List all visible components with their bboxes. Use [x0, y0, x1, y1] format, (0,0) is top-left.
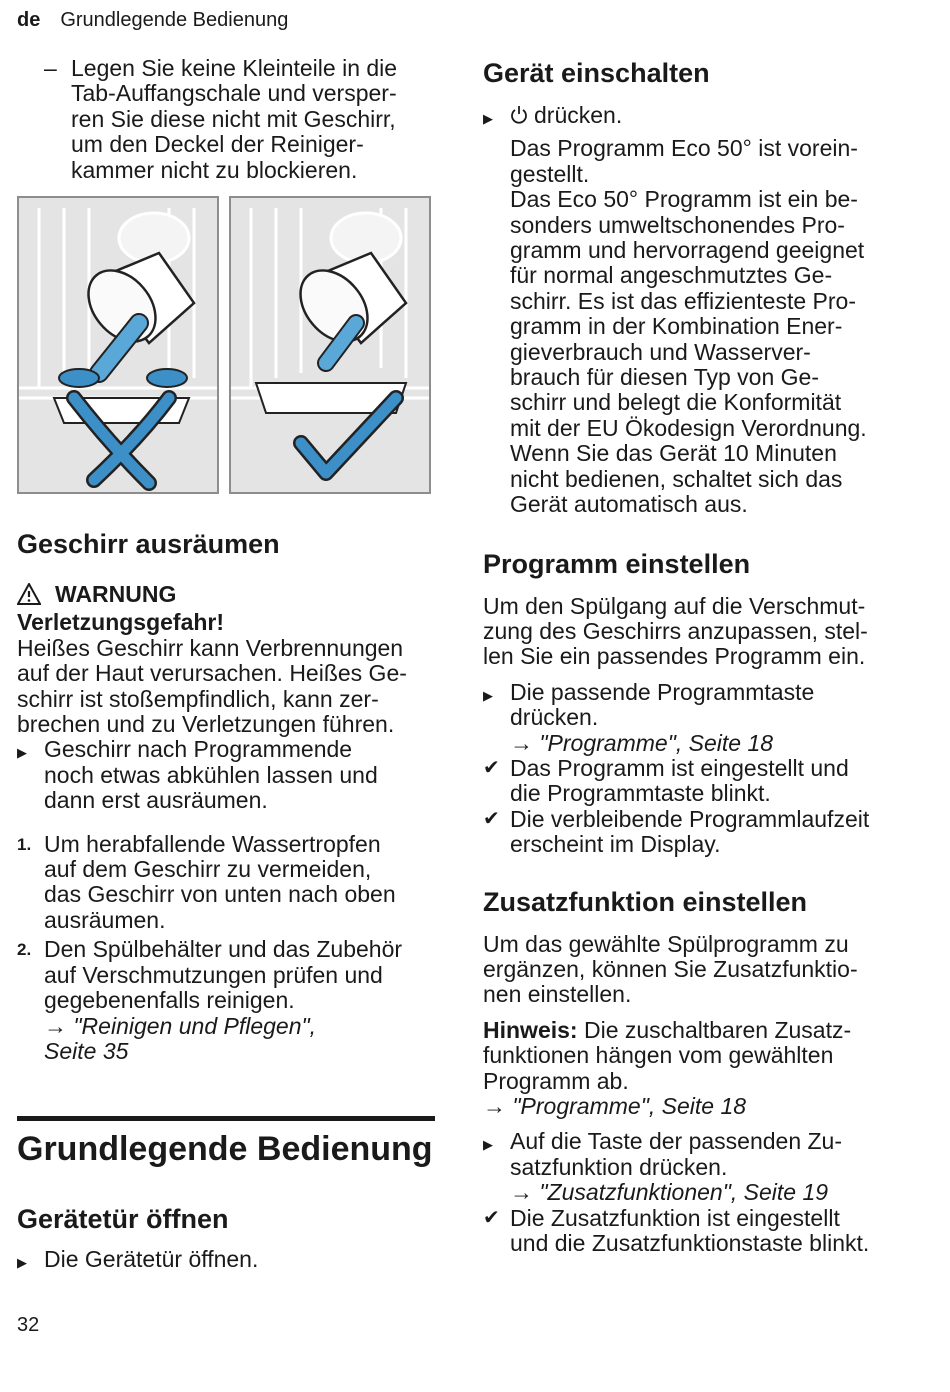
power-line: für normal angeschmutztes Ge-: [510, 262, 833, 289]
power-button-icon: [510, 105, 528, 130]
warning-text-line: auf der Haut verursachen. Heißes Ge-: [17, 660, 407, 687]
program-action-item: [483, 680, 923, 756]
note-line: Die zuschaltbaren Zusatz-: [583, 1016, 852, 1043]
program-intro-line: zung des Geschirrs anzupassen, stel-: [483, 617, 868, 644]
action-marker: ▶: [483, 111, 493, 126]
power-line: schirr und belegt die Konformität: [510, 389, 842, 416]
door-action: Die Gerätetür öffnen.: [44, 1246, 259, 1272]
power-line: Wenn Sie das Gerät 10 Minuten: [510, 440, 837, 467]
option-intro-line: ergänzen, können Sie Zusatzfunktio-: [483, 955, 858, 982]
power-line: Das Programm Eco 50° ist vorein-: [510, 135, 858, 162]
action-marker: ▶: [17, 745, 27, 761]
arrow-right-icon: →: [44, 1012, 67, 1039]
warning-action-line: Geschirr nach Programmende: [44, 736, 353, 763]
checkmark-icon: ✔: [483, 1206, 500, 1229]
program-result-item: [483, 756, 923, 807]
note-block: [483, 1018, 923, 1120]
dash-item-line: um den Deckel der Reiniger-: [71, 131, 364, 158]
power-line: gramm in der Kombination Ener-: [510, 313, 843, 340]
note-line: funktionen hängen vom gewählten: [483, 1042, 834, 1069]
option-intro-line: Um das gewählte Spülprogramm zu: [483, 930, 849, 957]
dash-list-item: [44, 56, 471, 183]
warning-text-line: schirr ist stoßempfindlich, kann zer-: [17, 685, 379, 712]
program-heading: Programm einstellen: [483, 548, 751, 579]
chapter-heading: Grundlegende Bedienung: [17, 1130, 433, 1168]
door-action-item: [17, 1247, 435, 1272]
warning-label-row: [17, 582, 442, 610]
power-line: schirr. Es ist das effizienteste Pro-: [510, 287, 856, 314]
option-section: [483, 932, 923, 1257]
dishwasher-cup-cross-illustration: [19, 198, 217, 492]
program-result-item: [483, 807, 923, 858]
step-line: auf dem Geschirr zu vermeiden,: [44, 856, 372, 883]
ref-text: "Programme", Seite 18: [539, 729, 774, 756]
checkmark-icon: ✔: [483, 756, 500, 779]
cross-reference-link[interactable]: [44, 1014, 442, 1039]
basic-operation-section: [17, 1116, 435, 1272]
warning-text-line: brechen und zu Verletzungen führen.: [17, 711, 395, 738]
warning-action-line: dann erst ausräumen.: [44, 787, 268, 814]
warning-label: WARNUNG: [55, 581, 177, 607]
dishwasher-cup-check-illustration: [231, 198, 429, 492]
option-result-item: [483, 1206, 923, 1257]
dash-marker: –: [44, 55, 57, 81]
arrow-right-icon: →: [483, 1093, 506, 1119]
step-line: das Geschirr von unten nach oben: [44, 881, 396, 908]
result-line: Die Zusatzfunktion ist eingestellt: [510, 1204, 840, 1231]
warning-block: [17, 582, 442, 814]
language-code: de: [17, 9, 41, 31]
power-line: sonders umweltschonendes Pro-: [510, 211, 845, 238]
door-heading: Gerätetür öffnen: [17, 1204, 229, 1234]
step-number: 1.: [17, 834, 32, 854]
power-line: gestellt.: [510, 160, 590, 187]
step-line: ausräumen.: [44, 906, 166, 933]
unload-steps: [17, 832, 442, 1065]
result-line: Die verbleibende Programmlaufzeit: [510, 805, 870, 832]
dash-item-line: Tab-Auffangschale und versper-: [71, 80, 397, 107]
page-number: 32: [17, 1314, 40, 1336]
step-line: Um herabfallende Wassertropfen: [44, 830, 381, 857]
right-column: [483, 57, 923, 1256]
result-line: die Programmtaste blinkt.: [510, 780, 771, 807]
cross-reference-link[interactable]: [483, 1094, 923, 1119]
dash-item-line: kammer nicht zu blockieren.: [71, 156, 358, 183]
cross-reference-link[interactable]: [510, 1180, 923, 1205]
power-line: brauch für diesen Typ von Ge-: [510, 364, 819, 391]
program-action-line: drücken.: [510, 704, 599, 731]
result-line: und die Zusatzfunktionstaste blinkt.: [510, 1230, 870, 1257]
warning-action-line: noch etwas abkühlen lassen und: [44, 761, 378, 788]
checkmark-icon: ✔: [483, 807, 500, 830]
result-line: Das Programm ist eingestellt und: [510, 754, 849, 781]
unload-section: [17, 528, 442, 1064]
ref-text: "Zusatzfunktionen", Seite 19: [539, 1179, 829, 1206]
action-marker: ▶: [483, 1137, 493, 1153]
power-line: Das Eco 50° Programm ist ein be-: [510, 186, 858, 213]
power-line: mit der EU Ökodesign Verordnung.: [510, 414, 867, 441]
option-action-item: [483, 1129, 923, 1205]
power-action: drücken.: [534, 102, 623, 128]
power-description: [483, 136, 923, 517]
page-header: [17, 8, 288, 32]
arrow-right-icon: →: [510, 1179, 533, 1206]
option-action-line: Auf die Taste der passenden Zu-: [510, 1128, 843, 1155]
dash-item-line: Legen Sie keine Kleinteile in die: [71, 55, 398, 81]
option-intro-line: nen einstellen.: [483, 981, 632, 1008]
power-line: nicht bedienen, schaltet sich das: [510, 465, 843, 492]
ref-text: "Programme", Seite 18: [512, 1093, 747, 1119]
step-number: 2.: [17, 940, 32, 960]
warning-action-item: [17, 737, 442, 813]
option-action-line: satzfunktion drücken.: [510, 1153, 728, 1180]
note-line: Programm ab.: [483, 1067, 629, 1094]
power-section: [483, 103, 923, 518]
illustration-correct: [229, 196, 431, 494]
cross-reference-link[interactable]: [510, 731, 923, 756]
warning-text-line: Heißes Geschirr kann Verbrennungen: [17, 634, 404, 661]
step-line: auf Verschmutzungen prüfen und: [44, 961, 383, 988]
step-line: Den Spülbehälter und das Zubehör: [44, 936, 403, 963]
power-line: gieverbrauch und Wasserver-: [510, 338, 811, 365]
power-line: gramm und hervorragend geeignet: [510, 237, 865, 264]
arrow-right-icon: →: [510, 729, 533, 756]
illustration-wrong: [17, 196, 219, 494]
program-action-line: Die passende Programmtaste: [510, 678, 815, 705]
section-rule: [17, 1116, 435, 1121]
power-action-item: [483, 103, 923, 130]
program-intro-line: Um den Spülgang auf die Verschmut-: [483, 592, 866, 619]
ref-line: Seite 35: [44, 1037, 129, 1064]
action-marker: ▶: [483, 687, 493, 703]
step-1: [17, 832, 442, 934]
ref-line: "Reinigen und Pflegen",: [73, 1012, 317, 1039]
unload-heading: Geschirr ausräumen: [17, 529, 280, 559]
program-intro-line: len Sie ein passendes Programm ein.: [483, 643, 866, 670]
action-marker: ▶: [17, 1255, 27, 1270]
option-heading: Zusatzfunktion einstellen: [483, 886, 808, 917]
header-section: Grundlegende Bedienung: [60, 9, 289, 31]
program-section: [483, 594, 923, 858]
warning-triangle-icon: [17, 583, 41, 610]
power-line: Gerät automatisch aus.: [510, 491, 748, 518]
step-line: gegebenenfalls reinigen.: [44, 987, 295, 1014]
note-label: Hinweis:: [483, 1016, 578, 1043]
warning-title: Verletzungsgefahr!: [17, 609, 225, 636]
result-line: erscheint im Display.: [510, 831, 721, 858]
step-2: [17, 937, 442, 1064]
power-heading: Gerät einschalten: [483, 58, 710, 88]
dash-item-line: ren Sie diese nicht mit Geschirr,: [71, 105, 396, 132]
